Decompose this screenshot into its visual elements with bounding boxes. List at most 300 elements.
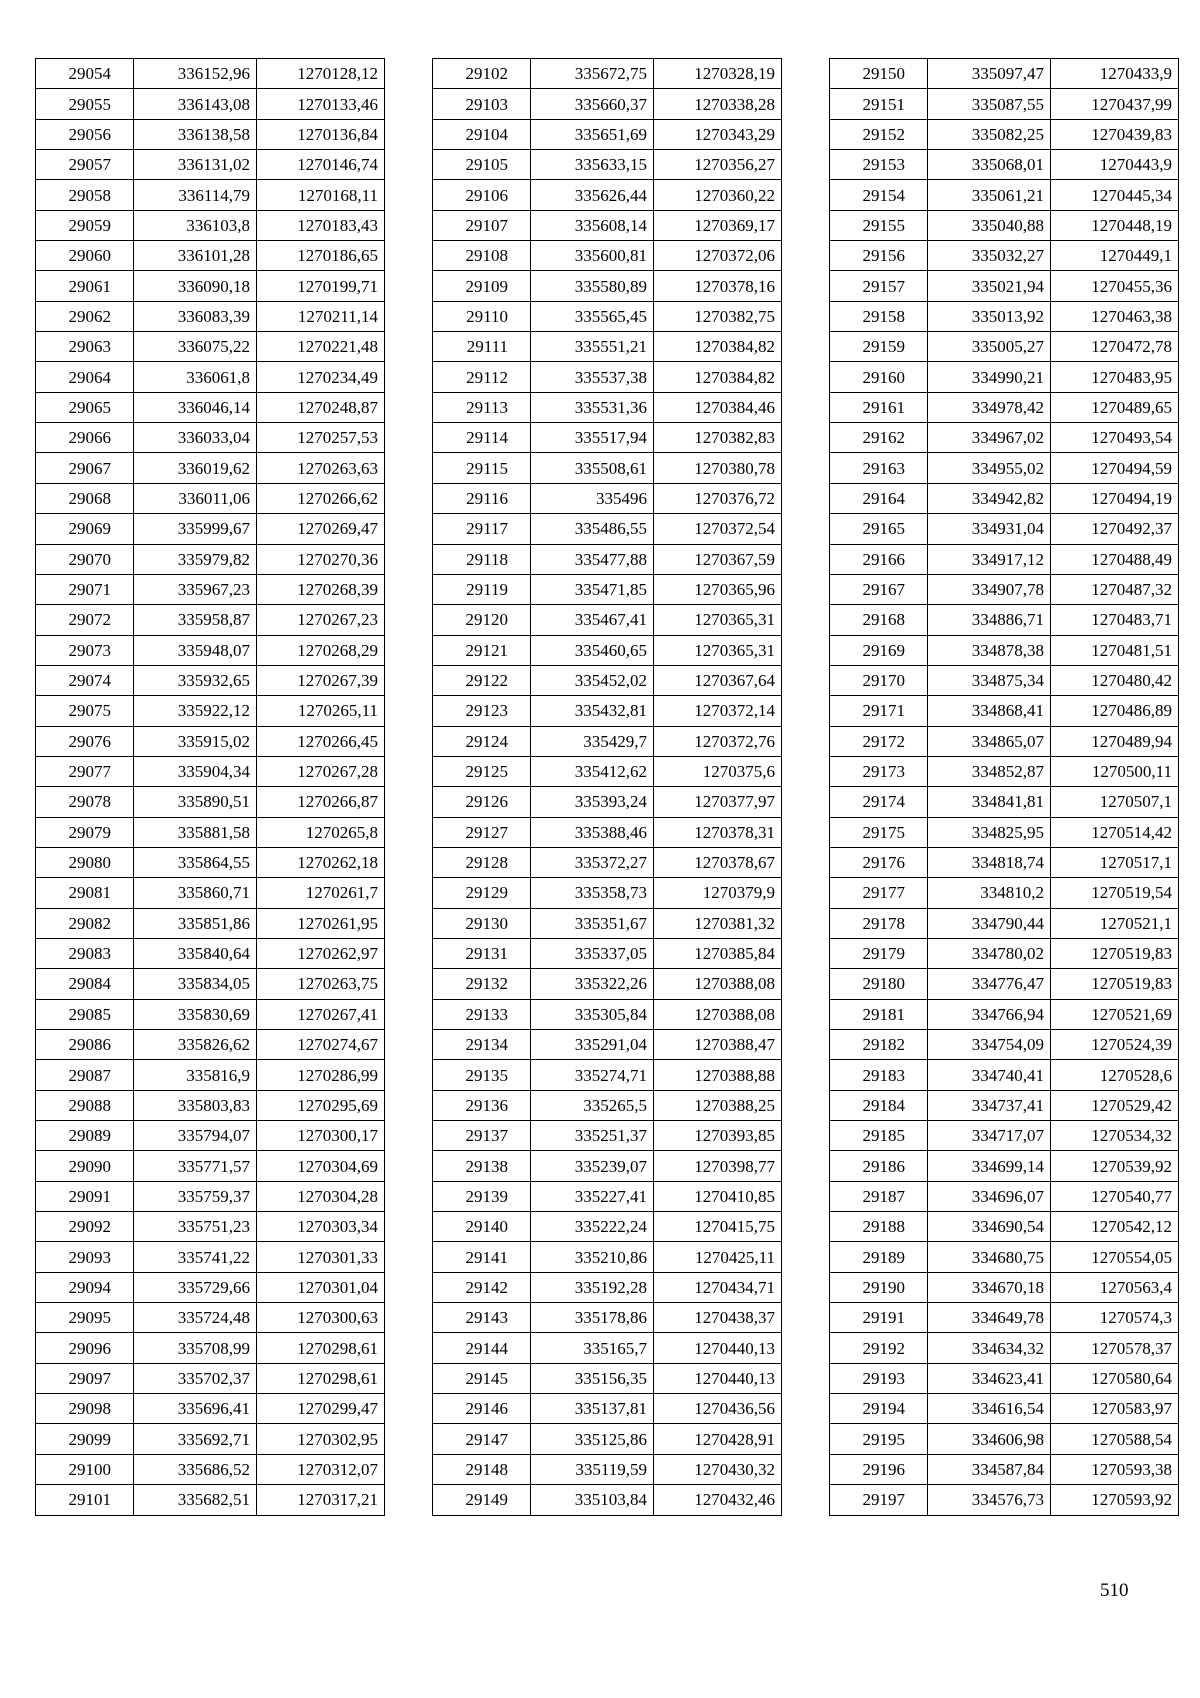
x-coordinate-cell: 335192,28 [531,1272,654,1302]
x-coordinate-cell: 335633,15 [531,150,654,180]
x-coordinate-cell: 335816,9 [134,1060,257,1090]
x-coordinate-cell: 334606,98 [928,1424,1051,1454]
point-number-cell: 29183 [830,1060,928,1090]
table-row [433,332,782,362]
x-coordinate-cell: 335032,27 [928,241,1051,271]
point-number-cell: 29193 [830,1363,928,1393]
table-row [830,362,1179,392]
table-row [433,1394,782,1424]
x-coordinate-cell: 335551,21 [531,332,654,362]
x-coordinate-cell: 335337,05 [531,938,654,968]
y-coordinate-cell: 1270488,49 [1051,544,1179,574]
y-coordinate-cell: 1270303,34 [257,1212,385,1242]
table-row [433,726,782,756]
y-coordinate-cell: 1270483,95 [1051,362,1179,392]
x-coordinate-cell: 335864,55 [134,847,257,877]
x-coordinate-cell: 334790,44 [928,908,1051,938]
point-number-cell: 29070 [36,544,134,574]
y-coordinate-cell: 1270317,21 [257,1485,385,1515]
x-coordinate-cell: 335013,92 [928,301,1051,331]
point-number-cell: 29123 [433,696,531,726]
x-coordinate-cell: 335759,37 [134,1181,257,1211]
point-number-cell: 29169 [830,635,928,665]
point-number-cell: 29055 [36,89,134,119]
y-coordinate-cell: 1270367,59 [654,544,782,574]
x-coordinate-cell: 335351,67 [531,908,654,938]
x-coordinate-cell: 334865,07 [928,726,1051,756]
point-number-cell: 29116 [433,483,531,513]
table-row [830,210,1179,240]
point-number-cell: 29153 [830,150,928,180]
table-row [36,119,385,149]
table-row [830,665,1179,695]
point-number-cell: 29176 [830,847,928,877]
point-number-cell: 29161 [830,392,928,422]
y-coordinate-cell: 1270133,46 [257,89,385,119]
point-number-cell: 29108 [433,241,531,271]
coordinate-table-right [829,58,1179,1516]
table-row [433,241,782,271]
x-coordinate-cell: 336061,8 [134,362,257,392]
table-row [36,150,385,180]
x-coordinate-cell: 335682,51 [134,1485,257,1515]
y-coordinate-cell: 1270593,38 [1051,1454,1179,1484]
x-coordinate-cell: 336019,62 [134,453,257,483]
point-number-cell: 29121 [433,635,531,665]
y-coordinate-cell: 1270445,34 [1051,180,1179,210]
y-coordinate-cell: 1270136,84 [257,119,385,149]
y-coordinate-cell: 1270472,78 [1051,332,1179,362]
x-coordinate-cell: 334649,78 [928,1303,1051,1333]
x-coordinate-cell: 335210,86 [531,1242,654,1272]
x-coordinate-cell: 336152,96 [134,59,257,89]
page-number: 510 [1100,1580,1129,1601]
x-coordinate-cell: 335222,24 [531,1212,654,1242]
y-coordinate-cell: 1270433,9 [1051,59,1179,89]
point-number-cell: 29065 [36,392,134,422]
x-coordinate-cell: 335771,57 [134,1151,257,1181]
point-number-cell: 29119 [433,574,531,604]
x-coordinate-cell: 336090,18 [134,271,257,301]
point-number-cell: 29157 [830,271,928,301]
table-row [433,938,782,968]
y-coordinate-cell: 1270519,83 [1051,938,1179,968]
y-coordinate-cell: 1270274,67 [257,1030,385,1060]
table-row [36,59,385,89]
point-number-cell: 29156 [830,241,928,271]
y-coordinate-cell: 1270521,69 [1051,999,1179,1029]
point-number-cell: 29187 [830,1181,928,1211]
table-row [433,574,782,604]
point-number-cell: 29149 [433,1485,531,1515]
table-row [830,271,1179,301]
x-coordinate-cell: 335119,59 [531,1454,654,1484]
point-number-cell: 29180 [830,969,928,999]
table-row [36,1424,385,1454]
table-row [36,605,385,635]
x-coordinate-cell: 334696,07 [928,1181,1051,1211]
point-number-cell: 29190 [830,1272,928,1302]
point-number-cell: 29158 [830,301,928,331]
point-number-cell: 29164 [830,483,928,513]
x-coordinate-cell: 336131,02 [134,150,257,180]
y-coordinate-cell: 1270524,39 [1051,1030,1179,1060]
y-coordinate-cell: 1270199,71 [257,271,385,301]
table-row [36,392,385,422]
point-number-cell: 29091 [36,1181,134,1211]
point-number-cell: 29186 [830,1151,928,1181]
x-coordinate-cell: 335686,52 [134,1454,257,1484]
y-coordinate-cell: 1270430,32 [654,1454,782,1484]
table-row [830,938,1179,968]
table-row [36,453,385,483]
table-row [433,1181,782,1211]
table-row [830,514,1179,544]
table-row [830,605,1179,635]
y-coordinate-cell: 1270211,14 [257,301,385,331]
x-coordinate-cell: 336103,8 [134,210,257,240]
y-coordinate-cell: 1270492,37 [1051,514,1179,544]
point-number-cell: 29080 [36,847,134,877]
table-row [830,1363,1179,1393]
y-coordinate-cell: 1270267,28 [257,756,385,786]
point-number-cell: 29168 [830,605,928,635]
point-number-cell: 29170 [830,665,928,695]
table-row [433,787,782,817]
y-coordinate-cell: 1270377,97 [654,787,782,817]
y-coordinate-cell: 1270580,64 [1051,1363,1179,1393]
point-number-cell: 29073 [36,635,134,665]
table-row [36,1333,385,1363]
point-number-cell: 29150 [830,59,928,89]
table-row [433,59,782,89]
y-coordinate-cell: 1270267,23 [257,605,385,635]
y-coordinate-cell: 1270338,28 [654,89,782,119]
x-coordinate-cell: 335432,81 [531,696,654,726]
x-coordinate-cell: 336011,06 [134,483,257,513]
y-coordinate-cell: 1270487,32 [1051,574,1179,604]
table-row [36,241,385,271]
x-coordinate-cell: 334990,21 [928,362,1051,392]
x-coordinate-cell: 334955,02 [928,453,1051,483]
point-number-cell: 29134 [433,1030,531,1060]
y-coordinate-cell: 1270304,28 [257,1181,385,1211]
table-row [830,241,1179,271]
point-number-cell: 29099 [36,1424,134,1454]
table-row [36,574,385,604]
table-row [830,726,1179,756]
point-number-cell: 29175 [830,817,928,847]
table-row [36,938,385,968]
y-coordinate-cell: 1270393,85 [654,1121,782,1151]
table-row [433,119,782,149]
x-coordinate-cell: 335729,66 [134,1272,257,1302]
table-row [36,1485,385,1515]
table-row [830,1394,1179,1424]
point-number-cell: 29160 [830,362,928,392]
point-number-cell: 29117 [433,514,531,544]
x-coordinate-cell: 336143,08 [134,89,257,119]
y-coordinate-cell: 1270583,97 [1051,1394,1179,1424]
y-coordinate-cell: 1270443,9 [1051,150,1179,180]
point-number-cell: 29122 [433,665,531,695]
x-coordinate-cell: 335979,82 [134,544,257,574]
point-number-cell: 29152 [830,119,928,149]
y-coordinate-cell: 1270365,31 [654,605,782,635]
y-coordinate-cell: 1270380,78 [654,453,782,483]
y-coordinate-cell: 1270494,19 [1051,483,1179,513]
y-coordinate-cell: 1270267,41 [257,999,385,1029]
point-number-cell: 29191 [830,1303,928,1333]
x-coordinate-cell: 335137,81 [531,1394,654,1424]
point-number-cell: 29197 [830,1485,928,1515]
y-coordinate-cell: 1270128,12 [257,59,385,89]
x-coordinate-cell: 335724,48 [134,1303,257,1333]
y-coordinate-cell: 1270486,89 [1051,696,1179,726]
x-coordinate-cell: 336101,28 [134,241,257,271]
x-coordinate-cell: 334670,18 [928,1272,1051,1302]
y-coordinate-cell: 1270248,87 [257,392,385,422]
point-number-cell: 29078 [36,787,134,817]
y-coordinate-cell: 1270438,37 [654,1303,782,1333]
table-row [433,1030,782,1060]
table-row [36,787,385,817]
y-coordinate-cell: 1270382,83 [654,423,782,453]
x-coordinate-cell: 336046,14 [134,392,257,422]
y-coordinate-cell: 1270448,19 [1051,210,1179,240]
x-coordinate-cell: 335274,71 [531,1060,654,1090]
coordinate-table-left [35,58,385,1516]
x-coordinate-cell: 335608,14 [531,210,654,240]
table-row [36,1272,385,1302]
point-number-cell: 29090 [36,1151,134,1181]
x-coordinate-cell: 335388,46 [531,817,654,847]
x-coordinate-cell: 335660,37 [531,89,654,119]
y-coordinate-cell: 1270519,54 [1051,878,1179,908]
x-coordinate-cell: 334931,04 [928,514,1051,544]
table-row [36,514,385,544]
y-coordinate-cell: 1270500,11 [1051,756,1179,786]
table-row [36,878,385,908]
x-coordinate-cell: 334818,74 [928,847,1051,877]
x-coordinate-cell: 334942,82 [928,483,1051,513]
x-coordinate-cell: 334717,07 [928,1121,1051,1151]
point-number-cell: 29131 [433,938,531,968]
y-coordinate-cell: 1270507,1 [1051,787,1179,817]
point-number-cell: 29127 [433,817,531,847]
table-row [433,999,782,1029]
table-row [433,150,782,180]
x-coordinate-cell: 335372,27 [531,847,654,877]
table-row [830,1151,1179,1181]
x-coordinate-cell: 335178,86 [531,1303,654,1333]
table-row [433,1090,782,1120]
y-coordinate-cell: 1270268,29 [257,635,385,665]
table-row [830,999,1179,1029]
point-number-cell: 29163 [830,453,928,483]
x-coordinate-cell: 335600,81 [531,241,654,271]
y-coordinate-cell: 1270295,69 [257,1090,385,1120]
y-coordinate-cell: 1270298,61 [257,1363,385,1393]
table-row [433,301,782,331]
table-row [36,817,385,847]
x-coordinate-cell: 335165,7 [531,1333,654,1363]
point-number-cell: 29162 [830,423,928,453]
point-number-cell: 29079 [36,817,134,847]
x-coordinate-cell: 335040,88 [928,210,1051,240]
x-coordinate-cell: 334780,02 [928,938,1051,968]
x-coordinate-cell: 335251,37 [531,1121,654,1151]
table-row [36,332,385,362]
y-coordinate-cell: 1270261,95 [257,908,385,938]
y-coordinate-cell: 1270440,13 [654,1333,782,1363]
x-coordinate-cell: 335531,36 [531,392,654,422]
point-number-cell: 29058 [36,180,134,210]
x-coordinate-cell: 334699,14 [928,1151,1051,1181]
point-number-cell: 29074 [36,665,134,695]
x-coordinate-cell: 334841,81 [928,787,1051,817]
table-row [433,817,782,847]
table-row [830,878,1179,908]
y-coordinate-cell: 1270521,1 [1051,908,1179,938]
x-coordinate-cell: 335486,55 [531,514,654,544]
point-number-cell: 29089 [36,1121,134,1151]
point-number-cell: 29093 [36,1242,134,1272]
y-coordinate-cell: 1270263,75 [257,969,385,999]
x-coordinate-cell: 335537,38 [531,362,654,392]
x-coordinate-cell: 335068,01 [928,150,1051,180]
y-coordinate-cell: 1270432,46 [654,1485,782,1515]
y-coordinate-cell: 1270270,36 [257,544,385,574]
x-coordinate-cell: 335508,61 [531,453,654,483]
x-coordinate-cell: 335922,12 [134,696,257,726]
x-coordinate-cell: 334690,54 [928,1212,1051,1242]
x-coordinate-cell: 335999,67 [134,514,257,544]
table-row [36,362,385,392]
point-number-cell: 29120 [433,605,531,635]
point-number-cell: 29082 [36,908,134,938]
y-coordinate-cell: 1270265,11 [257,696,385,726]
x-coordinate-cell: 335890,51 [134,787,257,817]
y-coordinate-cell: 1270514,42 [1051,817,1179,847]
point-number-cell: 29145 [433,1363,531,1393]
y-coordinate-cell: 1270268,39 [257,574,385,604]
x-coordinate-cell: 335702,37 [134,1363,257,1393]
point-number-cell: 29087 [36,1060,134,1090]
table-row [433,847,782,877]
x-coordinate-cell: 334587,84 [928,1454,1051,1484]
table-row [830,1060,1179,1090]
x-coordinate-cell: 334740,41 [928,1060,1051,1090]
point-number-cell: 29154 [830,180,928,210]
point-number-cell: 29069 [36,514,134,544]
x-coordinate-cell: 335904,34 [134,756,257,786]
table-row [36,1394,385,1424]
x-coordinate-cell: 335958,87 [134,605,257,635]
point-number-cell: 29111 [433,332,531,362]
table-row [36,544,385,574]
table-row [36,1454,385,1484]
x-coordinate-cell: 334886,71 [928,605,1051,635]
x-coordinate-cell: 335915,02 [134,726,257,756]
point-number-cell: 29133 [433,999,531,1029]
table-row [36,1212,385,1242]
table-row [830,1121,1179,1151]
point-number-cell: 29194 [830,1394,928,1424]
x-coordinate-cell: 336114,79 [134,180,257,210]
table-row [830,574,1179,604]
point-number-cell: 29148 [433,1454,531,1484]
y-coordinate-cell: 1270539,92 [1051,1151,1179,1181]
y-coordinate-cell: 1270574,3 [1051,1303,1179,1333]
point-number-cell: 29112 [433,362,531,392]
x-coordinate-cell: 335696,41 [134,1394,257,1424]
x-coordinate-cell: 334754,09 [928,1030,1051,1060]
y-coordinate-cell: 1270563,4 [1051,1272,1179,1302]
point-number-cell: 29192 [830,1333,928,1363]
point-number-cell: 29178 [830,908,928,938]
table-row [36,726,385,756]
y-coordinate-cell: 1270434,71 [654,1272,782,1302]
y-coordinate-cell: 1270384,82 [654,362,782,392]
x-coordinate-cell: 335227,41 [531,1181,654,1211]
y-coordinate-cell: 1270415,75 [654,1212,782,1242]
x-coordinate-cell: 335672,75 [531,59,654,89]
x-coordinate-cell: 335626,44 [531,180,654,210]
y-coordinate-cell: 1270388,08 [654,999,782,1029]
y-coordinate-cell: 1270146,74 [257,150,385,180]
point-number-cell: 29165 [830,514,928,544]
y-coordinate-cell: 1270302,95 [257,1424,385,1454]
point-number-cell: 29135 [433,1060,531,1090]
point-number-cell: 29195 [830,1424,928,1454]
x-coordinate-cell: 334868,41 [928,696,1051,726]
point-number-cell: 29146 [433,1394,531,1424]
point-number-cell: 29060 [36,241,134,271]
y-coordinate-cell: 1270519,83 [1051,969,1179,999]
point-number-cell: 29064 [36,362,134,392]
x-coordinate-cell: 335651,69 [531,119,654,149]
y-coordinate-cell: 1270261,7 [257,878,385,908]
table-row [830,89,1179,119]
x-coordinate-cell: 335708,99 [134,1333,257,1363]
point-number-cell: 29095 [36,1303,134,1333]
point-number-cell: 29094 [36,1272,134,1302]
point-number-cell: 29171 [830,696,928,726]
point-number-cell: 29141 [433,1242,531,1272]
y-coordinate-cell: 1270378,16 [654,271,782,301]
table-row [433,483,782,513]
x-coordinate-cell: 335103,84 [531,1485,654,1515]
point-number-cell: 29085 [36,999,134,1029]
table-row [830,1424,1179,1454]
point-number-cell: 29075 [36,696,134,726]
table-row [36,1151,385,1181]
table-row [830,1303,1179,1333]
y-coordinate-cell: 1270528,6 [1051,1060,1179,1090]
point-number-cell: 29054 [36,59,134,89]
point-number-cell: 29130 [433,908,531,938]
x-coordinate-cell: 334634,32 [928,1333,1051,1363]
table-row [830,817,1179,847]
x-coordinate-cell: 335477,88 [531,544,654,574]
y-coordinate-cell: 1270385,84 [654,938,782,968]
point-number-cell: 29098 [36,1394,134,1424]
table-row [36,1060,385,1090]
x-coordinate-cell: 335565,45 [531,301,654,331]
y-coordinate-cell: 1270269,47 [257,514,385,544]
x-coordinate-cell: 335580,89 [531,271,654,301]
